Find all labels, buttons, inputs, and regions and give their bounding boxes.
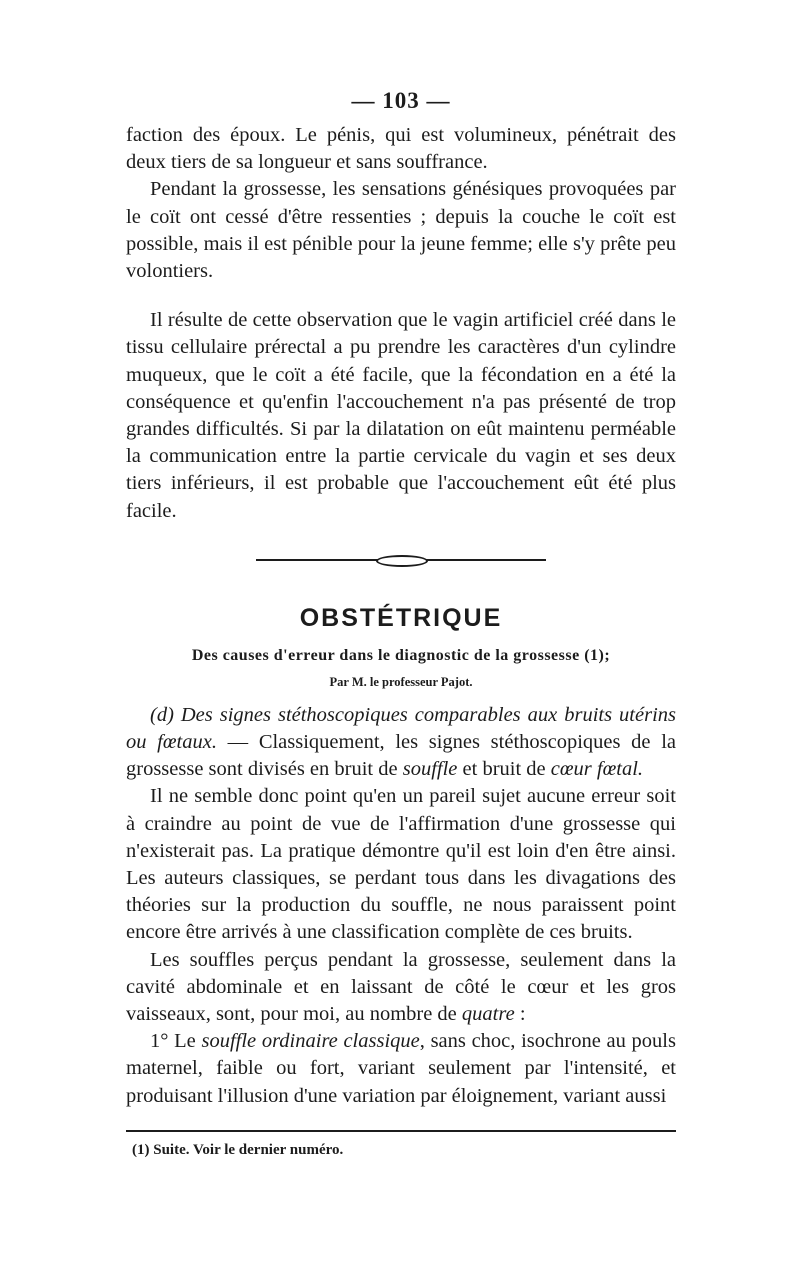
page: [126, 88, 676, 1159]
text-run: et bruit de: [457, 758, 551, 781]
term-souffle: souffle: [402, 758, 458, 781]
byline: Par M. le professeur Pajot.: [329, 674, 473, 689]
article-title: Des causes d'erreur dans le diagnostic de la grossesse (1);: [191, 646, 611, 664]
ornamental-divider: [256, 559, 546, 564]
text-run: , sans choc, isochrone au pouls maternel, faible ou fort, variant seulement par l'intensité, et produisant l'illusion d'une variation par éloignement, variant aussi: [126, 1030, 676, 1107]
paragraph-body-4: [126, 1028, 676, 1110]
footnote-rule: [126, 1130, 676, 1132]
term-quatre: quatre: [461, 1003, 515, 1026]
text-run: 1° Le: [150, 1030, 202, 1053]
paragraph-body-2: Il ne semble donc point qu'en un pareil sujet aucune erreur soit à craindre au point de vue de l'affirmation d'une grossesse qui n'existerait pas. La pratique démontre qu'il est loin d'en être ainsi. Les auteurs classiques, se perdant tous dans les divagations des théories sur la production du souffle, ne nous paraissent point encore être arrivés à une classification complète de ces bruits.: [126, 785, 676, 944]
paragraph-body-1: [126, 702, 676, 784]
paragraph-body-3: [126, 947, 676, 1029]
paragraph-intro-2: Pendant la grossesse, les sensations génésiques provoquées par le coït ont cessé d'être ressenties ; depuis la couche le coït est possible, mais il est pénible pour la jeune femme; elle s'y prête peu volontiers.: [126, 178, 676, 283]
page-number: — 103 —: [351, 88, 451, 113]
section-title: OBSTÉTRIQUE: [299, 603, 503, 632]
paragraph-intro-3: Il résulte de cette observation que le vagin artificiel créé dans le tissu cellulaire prérectal a pu prendre les caractères d'un cylindre muqueux, que le coït a été facile, que la fécondation en a été la conséquence et qu'enfin l'accouchement n'a pas présenté de trop grandes difficultés. Si par la dilatation on eût maintenu perméable la communication entre la partie cervicale du vagin et ses deux tiers inférieurs, il est probable que l'accouchement eût été plus facile.: [126, 309, 676, 522]
text-run: Les souffles perçus pendant la grossesse, seulement dans la cavité abdominale et en laissant de côté le cœur et les gros vaisseaux, sont, pour moi, au nombre de: [126, 948, 676, 1026]
paragraph-intro-1: faction des époux. Le pénis, qui est volumineux, pénétrait des deux tiers de sa longueur et sans souffrance.: [126, 124, 676, 174]
subsection-heading: (d) Des signes stéthoscopiques comparables aux bruits utérins ou fœtaux.: [126, 703, 676, 754]
text-run: :: [514, 1003, 526, 1026]
footnote: (1) Suite. Voir le dernier numéro.: [132, 1141, 344, 1158]
term-souffle-ordinaire: souffle ordinaire classique: [201, 1030, 420, 1053]
text-run: — Classiquement, les signes stéthoscopiques de la grossesse sont divisés en bruit de: [126, 731, 676, 781]
term-coeur-foetal: cœur fœtal.: [550, 758, 644, 781]
